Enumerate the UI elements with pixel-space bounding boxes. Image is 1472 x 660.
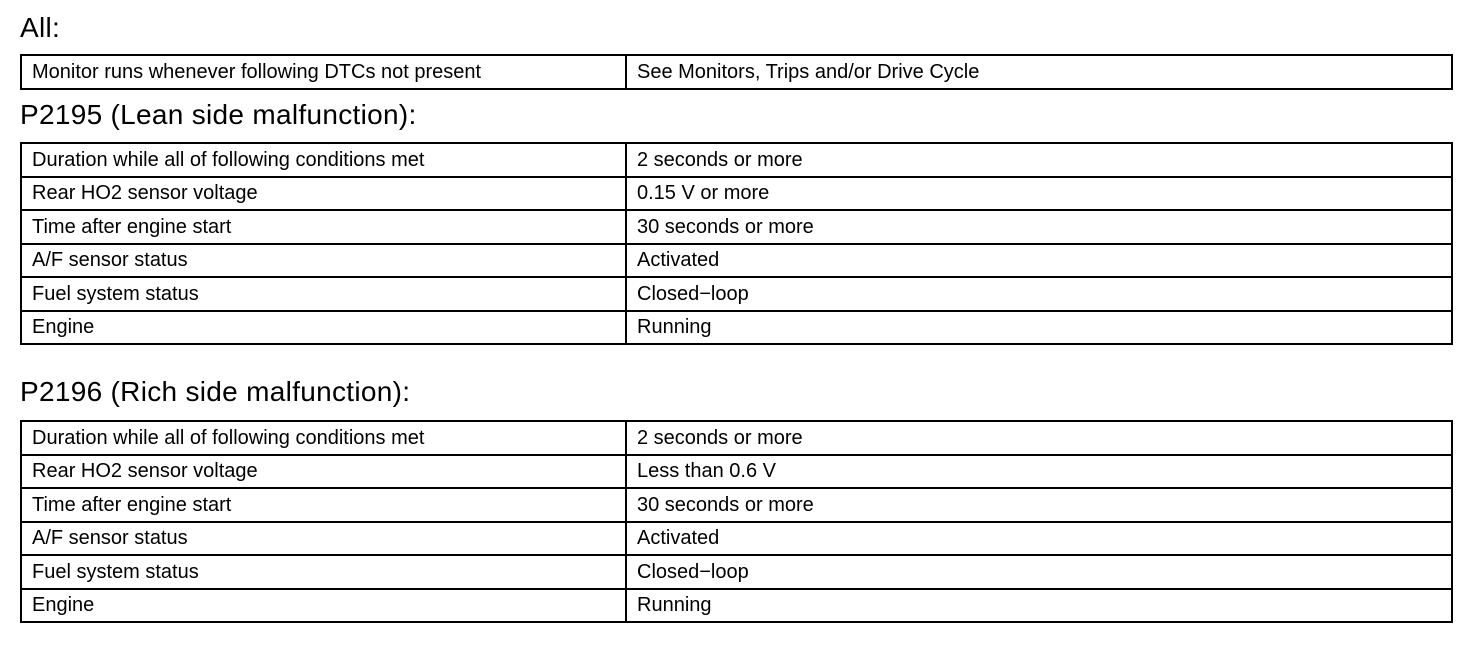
value-cell: Activated <box>626 244 1452 278</box>
condition-cell: Rear HO2 sensor voltage <box>21 177 626 211</box>
table-p2195 <box>20 142 1453 345</box>
condition-cell: Engine <box>21 589 626 623</box>
table-row <box>21 555 1452 589</box>
table-row <box>21 311 1452 345</box>
value-cell: 30 seconds or more <box>626 488 1452 522</box>
table-row <box>21 488 1452 522</box>
condition-cell: A/F sensor status <box>21 522 626 556</box>
value-cell: 2 seconds or more <box>626 421 1452 455</box>
table-row <box>21 55 1452 89</box>
table-p2196 <box>20 420 1453 623</box>
table-row <box>21 455 1452 489</box>
value-cell: Activated <box>626 522 1452 556</box>
value-cell: 30 seconds or more <box>626 210 1452 244</box>
condition-cell: Time after engine start <box>21 210 626 244</box>
condition-cell: A/F sensor status <box>21 244 626 278</box>
table-row <box>21 522 1452 556</box>
condition-cell: Monitor runs whenever following DTCs not present <box>21 55 626 89</box>
table-all <box>20 54 1453 90</box>
value-cell: Closed−loop <box>626 277 1452 311</box>
condition-cell: Rear HO2 sensor voltage <box>21 455 626 489</box>
section-heading-p2195: P2195 (Lean side malfunction): <box>20 99 417 130</box>
value-cell: Closed−loop <box>626 555 1452 589</box>
value-cell: 0.15 V or more <box>626 177 1452 211</box>
value-cell: 2 seconds or more <box>626 143 1452 177</box>
value-cell: Running <box>626 589 1452 623</box>
condition-cell: Fuel system status <box>21 277 626 311</box>
table-row <box>21 143 1452 177</box>
value-cell: See Monitors, Trips and/or Drive Cycle <box>626 55 1452 89</box>
condition-cell: Engine <box>21 311 626 345</box>
condition-cell: Duration while all of following conditions met <box>21 143 626 177</box>
section-heading-all: All: <box>20 12 61 43</box>
table-row <box>21 244 1452 278</box>
value-cell: Less than 0.6 V <box>626 455 1452 489</box>
table-row <box>21 277 1452 311</box>
condition-cell: Time after engine start <box>21 488 626 522</box>
table-row <box>21 210 1452 244</box>
value-cell: Running <box>626 311 1452 345</box>
section-heading-p2196: P2196 (Rich side malfunction): <box>20 376 411 407</box>
table-row <box>21 421 1452 455</box>
condition-cell: Fuel system status <box>21 555 626 589</box>
table-row <box>21 177 1452 211</box>
condition-cell: Duration while all of following conditions met <box>21 421 626 455</box>
table-row <box>21 589 1452 623</box>
